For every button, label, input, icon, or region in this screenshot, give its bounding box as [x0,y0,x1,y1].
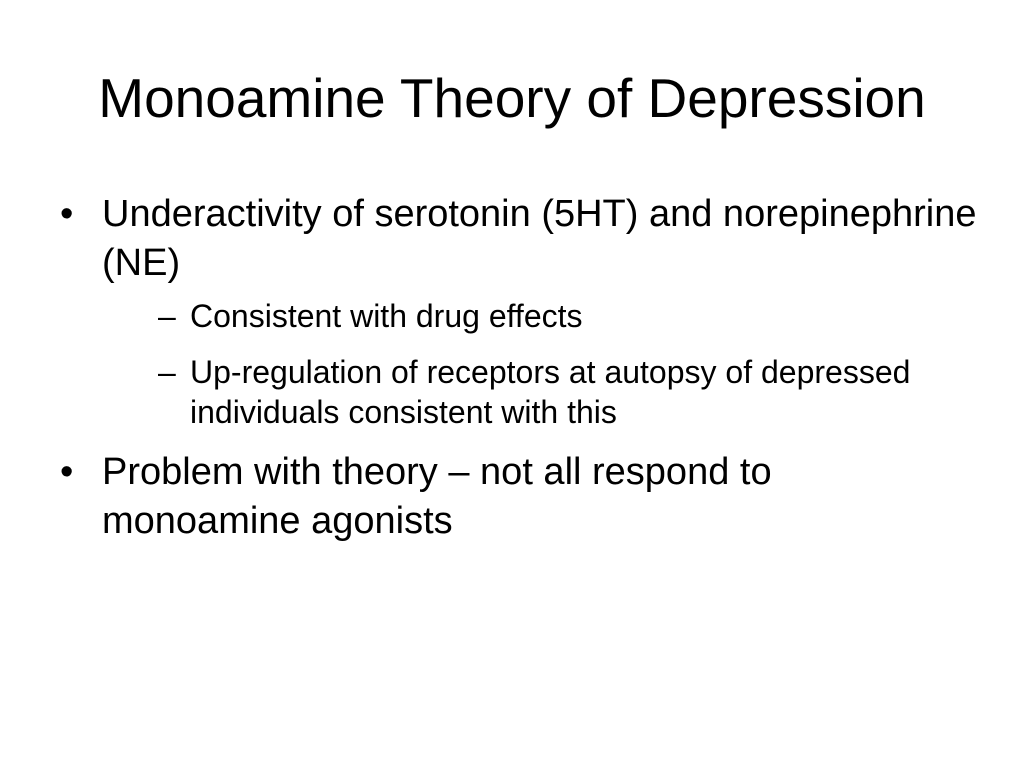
bullet-item [58,448,978,546]
sub-bullet-marker: – [158,354,176,390]
sub-bullet-list [146,296,978,432]
bullet-marker: • [60,451,74,493]
sub-bullet-item [146,296,978,336]
sub-bullet-marker: – [158,298,176,334]
bullet-item [58,190,978,432]
bullet-text: Underactivity of serotonin (5HT) and norepinephrine (NE) [102,193,977,284]
bullet-marker: • [60,193,74,235]
sub-bullet-text: Consistent with drug effects [190,298,583,334]
bullet-text: Problem with theory – not all respond to monoamine agonists [102,451,772,542]
sub-bullet-text: Up-regulation of receptors at autopsy of depressed individuals consistent with this [190,354,911,430]
sub-bullet-item [146,352,978,432]
bullet-list [58,190,978,556]
slide-title: Monoamine Theory of Depression [98,67,926,129]
